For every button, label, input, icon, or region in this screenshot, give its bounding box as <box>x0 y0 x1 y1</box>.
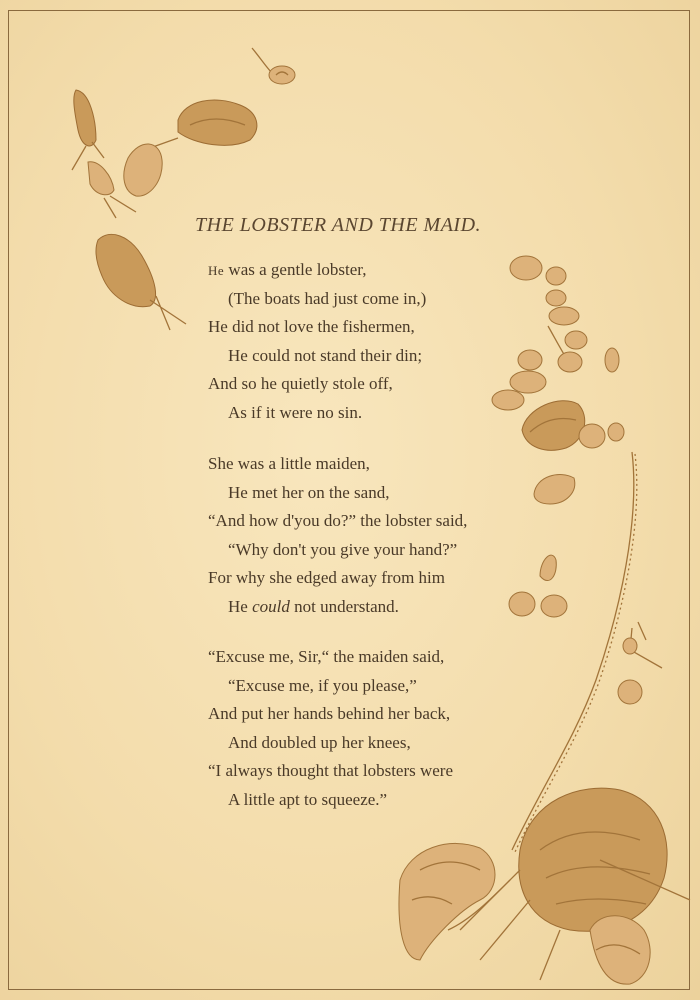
poem-line: (The boats had just come in,) <box>228 288 427 308</box>
stanza-3 <box>208 643 453 814</box>
poem-line: “I always thought that lobsters were <box>208 761 454 780</box>
poem-line: A little apt to squeeze.” <box>228 789 388 809</box>
line-text: was a gentle lobster, <box>224 260 367 279</box>
poem-line: He did not love the fishermen, <box>208 317 415 336</box>
poem-line: And doubled up her knees, <box>228 732 411 752</box>
line-text: He <box>228 596 253 616</box>
poem-line: “Excuse me, if you please,” <box>228 675 417 695</box>
poem-line: He could not stand their din; <box>228 345 423 365</box>
poem-line <box>208 256 426 285</box>
poem-line: She was a little maiden, <box>208 454 370 473</box>
poem-title: THE LOBSTER AND THE MAID. <box>195 214 482 236</box>
poem-line <box>208 593 467 622</box>
small-caps-word: He <box>208 263 225 278</box>
poem-line: He met her on the sand, <box>228 482 390 502</box>
poem-line: “Excuse me, Sir,“ the maiden said, <box>208 647 445 666</box>
emphasis-word: could <box>252 596 290 616</box>
stanza-1 <box>208 256 426 427</box>
poem-line: As if it were no sin. <box>228 402 363 422</box>
lobster-illustration <box>399 788 690 984</box>
poem-line: For why she edged away from him <box>208 568 446 587</box>
stanza-2 <box>208 450 467 621</box>
poem-line: And so he quietly stole off, <box>208 374 393 393</box>
poem-line: And put her hands behind her back, <box>208 704 451 723</box>
poem-line: “And how d'you do?” the lobster said, <box>208 511 468 530</box>
poem-line: “Why don't you give your hand?” <box>228 539 458 559</box>
line-text: not understand. <box>289 596 399 616</box>
